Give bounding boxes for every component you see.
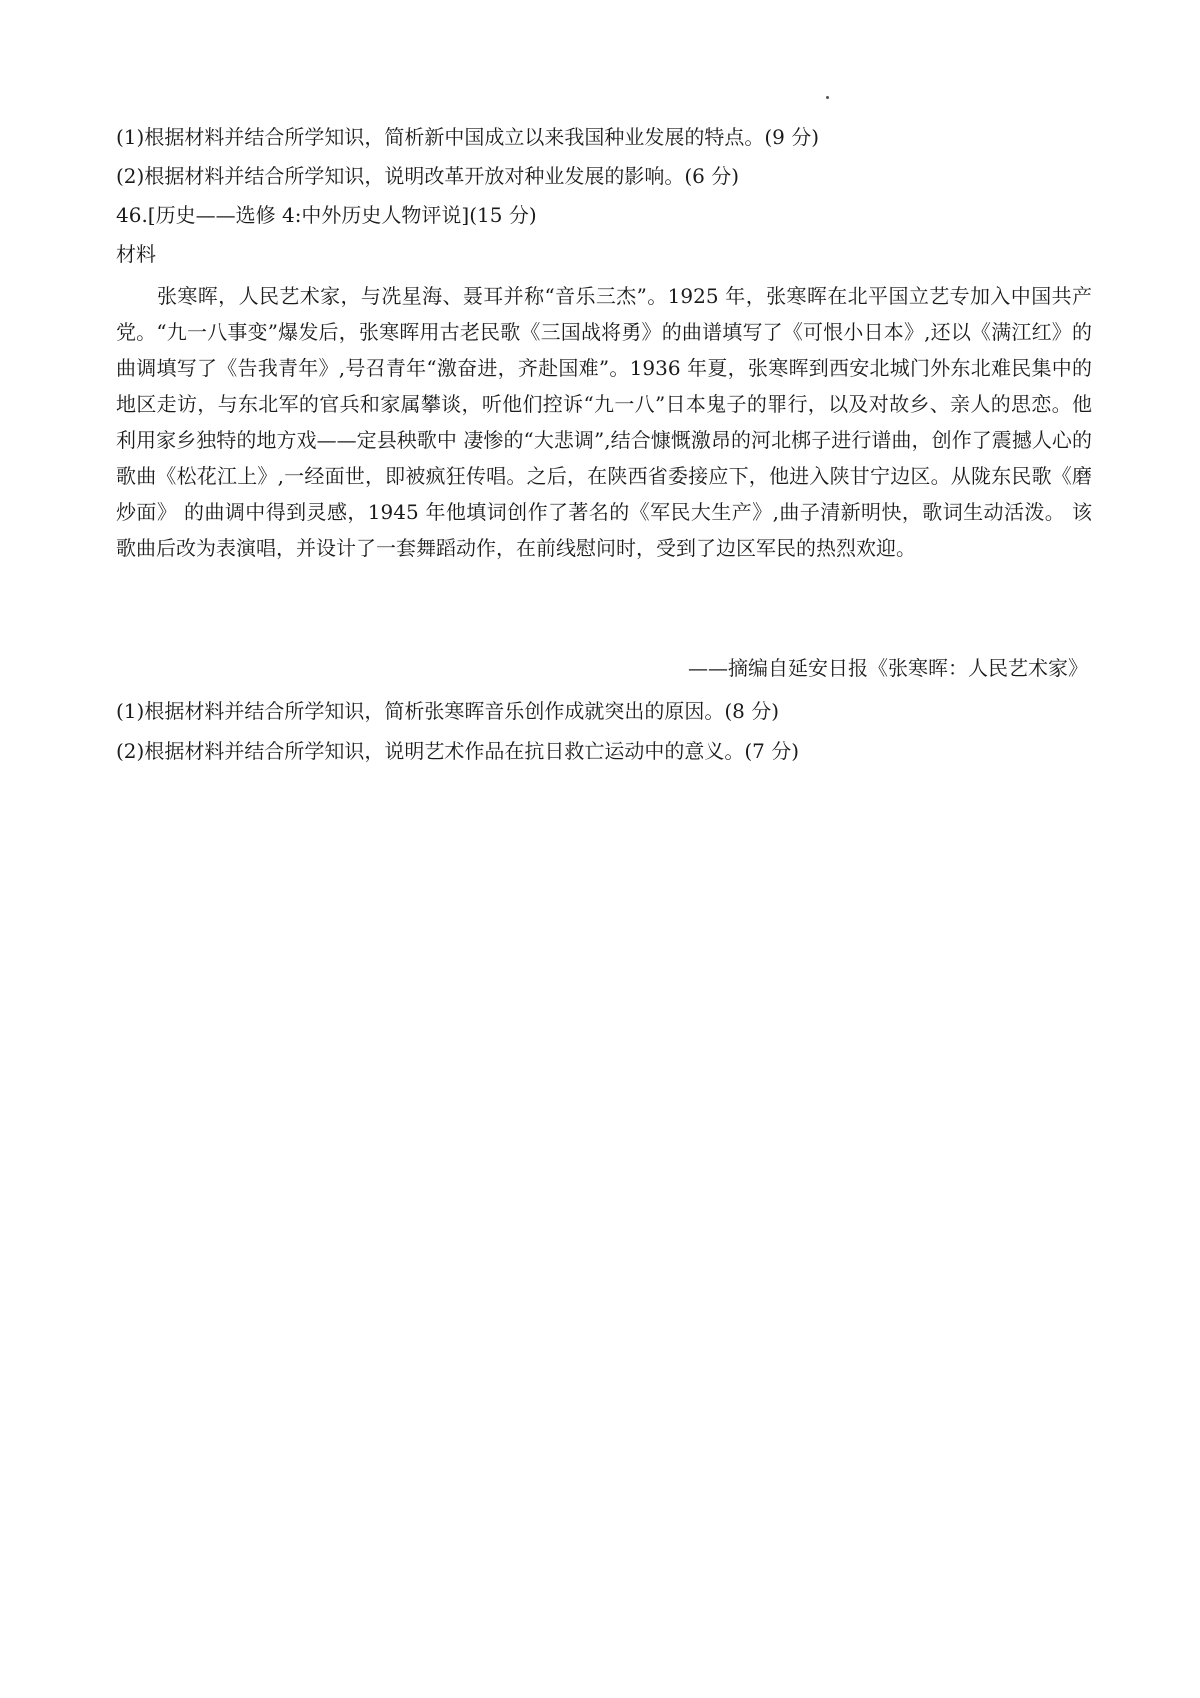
material-passage: 张寒晖，人民艺术家，与冼星海、聂耳并称“音乐三杰”。1925 年，张寒晖在北平国立艺专加入中国共产党。“九一八事变”爆发后，张寒晖用古老民歌《三国战将勇》的曲谱填写了《可恨小日本》,还以《满江红》的曲调填写了《告我青年》,号召青年“激奋进，齐赴国难”。1936 年夏，张寒晖到西安北城门外东北难民集中的地区走访，与东北军的官兵和家属攀谈，听他们控诉“九一八”日本鬼子的罪行，以及对故乡、亲人的思恋。他利用家乡独特的地方戏——定县秧歌中 凄惨的“大悲调”,结合慷慨激昂的河北梆子进行谱曲，创作了震撼人心的歌曲《松花江上》,一经面世，即被疯狂传唱。之后，在陕西省委接应下，他进入陕甘宁边区。从陇东民歌《磨炒面》 的曲调中得到灵感，1945 年他填词创作了著名的《军民大生产》,曲子清新明快，歌词生动活泼。 该歌曲后改为表演唱，并设计了一套舞蹈动作，在前线慰问时，受到了边区军民的热烈欢迎。 [116,284,1092,560]
prev-question-1: (1)根据材料并结合所学知识，简析新中国成立以来我国种业发展的特点。(9 分) [116,125,820,149]
question-46-heading: 46.[历史——选修 4:中外历史人物评说](15 分) [116,203,537,227]
question-46-part-2: (2)根据材料并结合所学知识，说明艺术作品在抗日救亡运动中的意义。(7 分) [116,739,800,763]
scan-speck [826,96,829,99]
material-label: 材料 [116,242,156,266]
question-46-part-1: (1)根据材料并结合所学知识，简析张寒晖音乐创作成就突出的原因。(8 分) [116,699,780,723]
material-source: ——摘编自延安日报《张寒晖：人民艺术家》 [688,656,1088,680]
prev-question-2: (2)根据材料并结合所学知识，说明改革开放对种业发展的影响。(6 分) [116,164,740,188]
